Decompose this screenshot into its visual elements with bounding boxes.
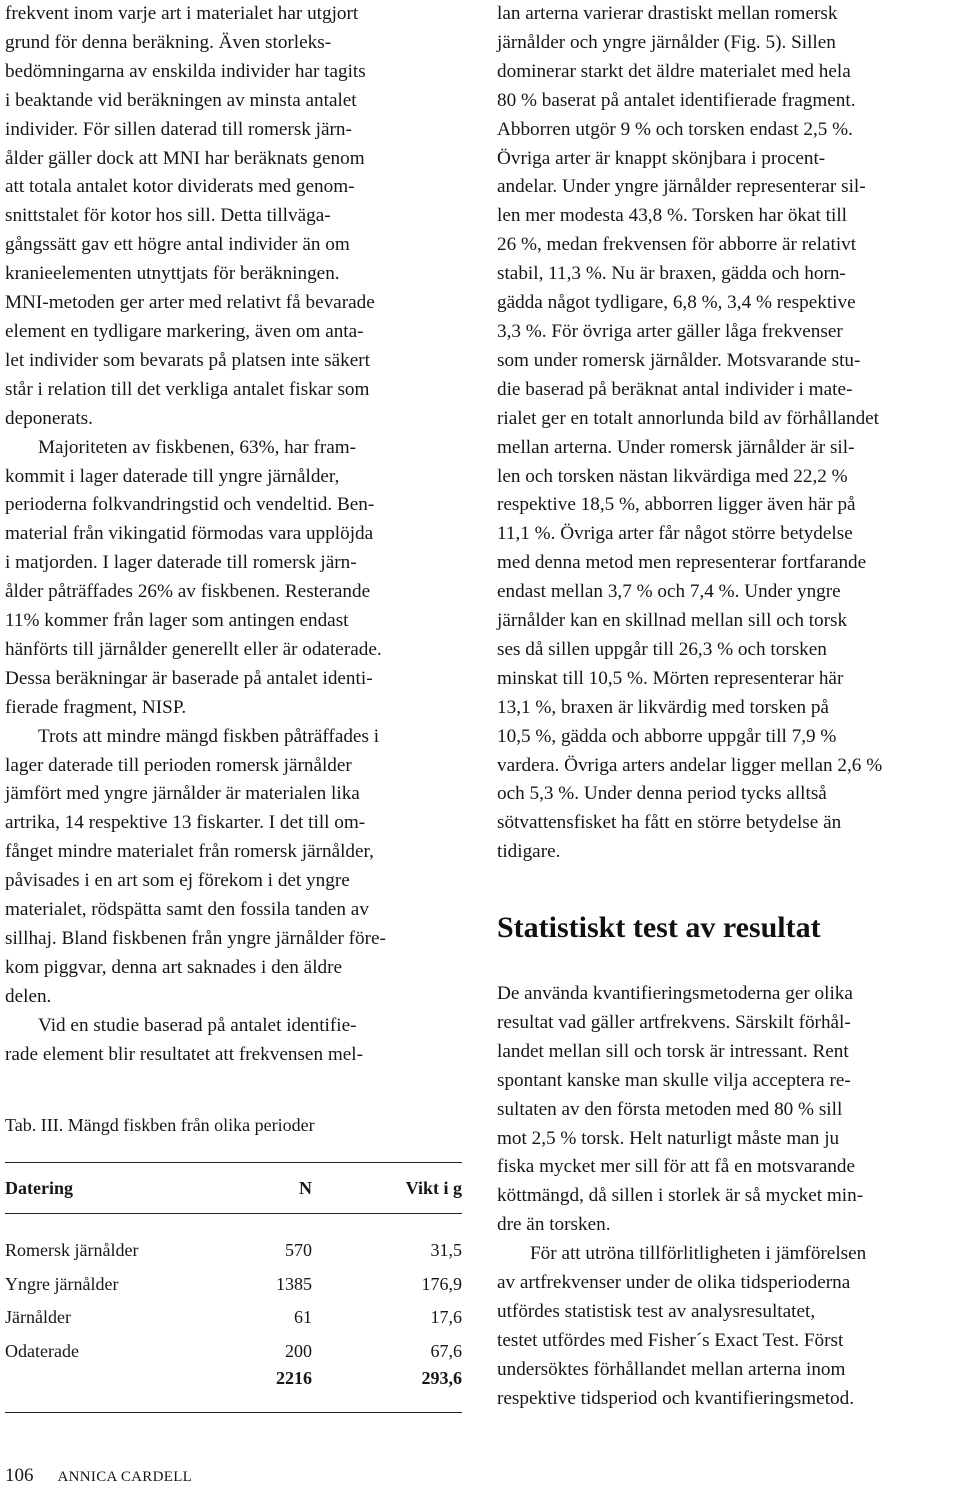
text-line: mellan arterna. Under romersk järnålder är sil- (497, 436, 855, 458)
text-line: kom piggvar, denna art saknades i den äldre (5, 956, 343, 978)
text-line: resultat vad gäller artfrekvens. Särskilt förhål- (497, 1011, 851, 1033)
text-line: MNI-metoden ger arter med relativt få bevarade (5, 292, 375, 314)
table-cell: 31,5 (430, 1240, 462, 1261)
text-line: tidigare. (497, 841, 561, 863)
text-line: individer. För sillen daterad till romersk järn- (5, 118, 352, 140)
text-line: vardera. Övriga arters andelar ligger mellan 2,6 % (497, 754, 883, 776)
text-line: För att utröna tillförlitligheten i jämförelsen (530, 1243, 867, 1265)
table-cell: 200 (285, 1340, 312, 1361)
text-line: i beaktande vid beräkningen av minsta antalet (5, 89, 357, 111)
body-paragraph (5, 0, 463, 434)
text-line: dre än torsken. (497, 1214, 611, 1236)
text-line: grund för denna beräkning. Även storleks- (5, 31, 332, 53)
text-line: undersöktes förhållandet mellan arterna inom (497, 1358, 846, 1380)
body-paragraph (497, 980, 955, 1240)
text-line: lan arterna varierar drastiskt mellan romersk (497, 3, 838, 24)
text-line: Vid en studie baserad på antalet identifie- (38, 1014, 357, 1036)
data-table (5, 1162, 462, 1413)
running-author: ANNICA CARDELL (57, 1469, 193, 1485)
text-line: materialet, rödspätta samt den fossila tanden av (5, 899, 369, 921)
text-line: frekvent inom varje art i materialet har utgjort (5, 3, 359, 24)
table-cell: 67,6 (430, 1340, 462, 1361)
text-line: 11,1 %. Övriga arter får något större betydelse (497, 523, 853, 545)
text-line: järnålder och yngre järnålder (Fig. 5). Sillen (497, 31, 836, 53)
body-paragraph (5, 434, 463, 723)
table-cell (5, 1368, 212, 1413)
table-caption-text: Mängd fiskben från olika perioder (63, 1115, 315, 1135)
table-total-row (5, 1368, 462, 1413)
text-line: Abborren utgör 9 % och torsken endast 2,5 %. (497, 118, 853, 140)
column-header-datering: Datering (5, 1163, 212, 1214)
text-line: stabil, 11,3 %. Nu är braxen, gädda och horn- (497, 263, 846, 285)
text-line: rialet ger en totalt annorlunda bild av förhållandet (497, 407, 880, 429)
text-line: fånget mindre materialet från romersk järnålder, (5, 841, 374, 863)
text-line: 3,3 %. För övriga arter gäller låga frekvenser (497, 320, 843, 342)
column-header-vikt: Vikt i g (312, 1163, 462, 1214)
section-heading: Statistiskt test av resultat (497, 911, 821, 944)
text-line: landet mellan sill och torsk är intressant. Rent (497, 1040, 849, 1062)
table-cell: Romersk järnålder (5, 1240, 139, 1261)
text-line: let individer som bevarats på platsen inte säkert (5, 349, 370, 371)
text-line: 26 %, medan frekvensen för abborre är relativt (497, 234, 857, 256)
text-line: deponerats. (5, 407, 93, 429)
text-line: ses då sillen uppgår till 26,3 % och torsken (497, 638, 827, 660)
page-footer (5, 1464, 192, 1489)
text-line: lager daterade till perioden romersk järnålder (5, 754, 352, 776)
table-cell: Odaterade (5, 1340, 79, 1361)
text-line: gångssätt gav ett högre antal individer än om (5, 234, 350, 256)
text-line: respektive tidsperiod och kvantifieringsmetod. (497, 1387, 855, 1409)
text-line: testet utfördes med Fisher´s Exact Test. Först (497, 1329, 844, 1351)
text-line: Övriga arter är knappt skönjbara i procent- (497, 147, 826, 169)
table-row (5, 1301, 462, 1335)
right-column (497, 0, 955, 867)
column-header-n: N (212, 1163, 312, 1214)
left-column (5, 0, 463, 1070)
text-line: kranieelementen utnyttjats för beräkningen. (5, 263, 340, 285)
text-line: artrika, 14 respektive 13 fiskarter. I det till om- (5, 812, 366, 834)
text-line: 13,1 %, braxen är likvärdig med torsken på (497, 696, 829, 718)
text-line: som under romersk järnålder. Motsvarande stu- (497, 349, 861, 371)
text-line: sultaten av den första metoden med 80 % sill (497, 1098, 843, 1120)
table-cell: 176,9 (421, 1273, 462, 1294)
text-line: die baserad på beräknat antal individer i mate- (497, 378, 853, 400)
table-caption-label: Tab. III. (5, 1115, 64, 1135)
body-paragraph (5, 723, 463, 1012)
text-line: mot 2,5 % torsk. Helt naturligt måste man ju (497, 1127, 840, 1149)
text-line: material från vikingatid förmodas vara upplöjda (5, 523, 374, 545)
text-line: av artfrekvenser under de olika tidsperioderna (497, 1272, 851, 1294)
text-line: ålder påträffades 26% av fiskbenen. Resterande (5, 581, 371, 603)
text-line: rade element blir resultatet att frekvensen mel- (5, 1043, 364, 1065)
text-line: gädda något tydligare, 6,8 %, 3,4 % respektive (497, 292, 856, 314)
text-line: ålder gäller dock att MNI har beräknats genom (5, 147, 365, 169)
text-line: utfördes statistisk test av analysresultatet, (497, 1300, 816, 1322)
table-row (5, 1234, 462, 1268)
body-paragraph (497, 1240, 955, 1413)
table-total-n: 2216 (212, 1368, 312, 1413)
text-line: järnålder kan en skillnad mellan sill och torsk (497, 610, 848, 632)
text-line: delen. (5, 985, 52, 1007)
text-line: fierade fragment, NISP. (5, 696, 187, 718)
text-line: köttmängd, då sillen i storlek är så mycket min- (497, 1185, 864, 1207)
text-line: len mer modesta 43,8 %. Torsken har ökat till (497, 205, 847, 227)
text-line: sötvattensfisket ha fått en större betydelse än (497, 812, 842, 834)
text-line: minskat till 10,5 %. Mörten representerar här (497, 667, 844, 689)
table-cell: Yngre järnålder (5, 1273, 119, 1294)
table-cell: 17,6 (430, 1307, 462, 1328)
table-cell: 61 (294, 1307, 312, 1328)
text-line: andelar. Under yngre järnålder representerar sil- (497, 176, 866, 198)
table-cell: 1385 (276, 1273, 312, 1294)
table-cell: 570 (285, 1240, 312, 1261)
text-line: spontant kanske man skulle vilja acceptera re- (497, 1069, 851, 1091)
text-line: respektive 18,5 %, abborren ligger även här på (497, 494, 856, 516)
text-line: påvisades i en art som ej förekom i det yngre (5, 870, 350, 892)
text-line: De använda kvantifieringsmetoderna ger olika (497, 983, 853, 1004)
table-row (5, 1268, 462, 1302)
text-line: med denna metod men representerar fortfarande (497, 552, 867, 574)
text-line: bedömningarna av enskilda individer har tagits (5, 60, 366, 82)
text-line: Trots att mindre mängd fiskben påträffades i (38, 725, 380, 747)
table-total-vikt: 293,6 (312, 1368, 462, 1413)
text-line: och 5,3 %. Under denna period tycks alltså (497, 783, 827, 805)
text-line: fiska mycket mer sill för att få en motsvarande (497, 1156, 856, 1178)
text-line: jämfört med yngre järnålder är materialen lika (5, 783, 360, 805)
table-header-row (5, 1163, 462, 1214)
text-line: i matjorden. I lager daterade till romersk järn- (5, 552, 357, 574)
right-column-lower (497, 980, 955, 1414)
text-line: snittstalet för kotor hos sill. Detta tillväga- (5, 205, 331, 227)
text-line: står i relation till det verkliga antalet fiskar som (5, 378, 370, 400)
text-line: 80 % baserat på antalet identifierade fragment. (497, 89, 856, 111)
table-spacer (5, 1214, 462, 1235)
table-cell: Järnålder (5, 1307, 71, 1328)
body-paragraph (5, 1012, 463, 1070)
body-paragraph (497, 0, 955, 867)
text-line: Majoriteten av fiskbenen, 63%, har fram- (38, 436, 357, 458)
table-caption (5, 1111, 315, 1139)
table-row (5, 1335, 462, 1369)
text-line: kommit i lager daterade till yngre järnålder, (5, 465, 340, 487)
text-line: perioderna folkvandringstid och vendeltid. Ben- (5, 494, 375, 516)
text-line: dominerar starkt det äldre materialet med hela (497, 60, 851, 82)
text-line: endast mellan 3,7 % och 7,4 %. Under yngre (497, 581, 841, 603)
text-line: sillhaj. Bland fiskbenen från yngre järnålder före- (5, 928, 386, 949)
text-line: 11% kommer från lager som antingen endast (5, 610, 349, 632)
page-number: 106 (5, 1465, 34, 1486)
text-line: len och torsken nästan likvärdiga med 22,2 % (497, 465, 848, 487)
text-line: Dessa beräkningar är baserade på antalet identi- (5, 667, 373, 689)
text-line: 10,5 %, gädda och abborre uppgår till 7,9 % (497, 725, 837, 747)
text-line: att totala antalet kotor dividerats med genom- (5, 176, 355, 198)
text-line: element en tydligare markering, även om anta- (5, 320, 364, 342)
text-line: hänförts till järnålder generellt eller är odaterade. (5, 638, 382, 660)
